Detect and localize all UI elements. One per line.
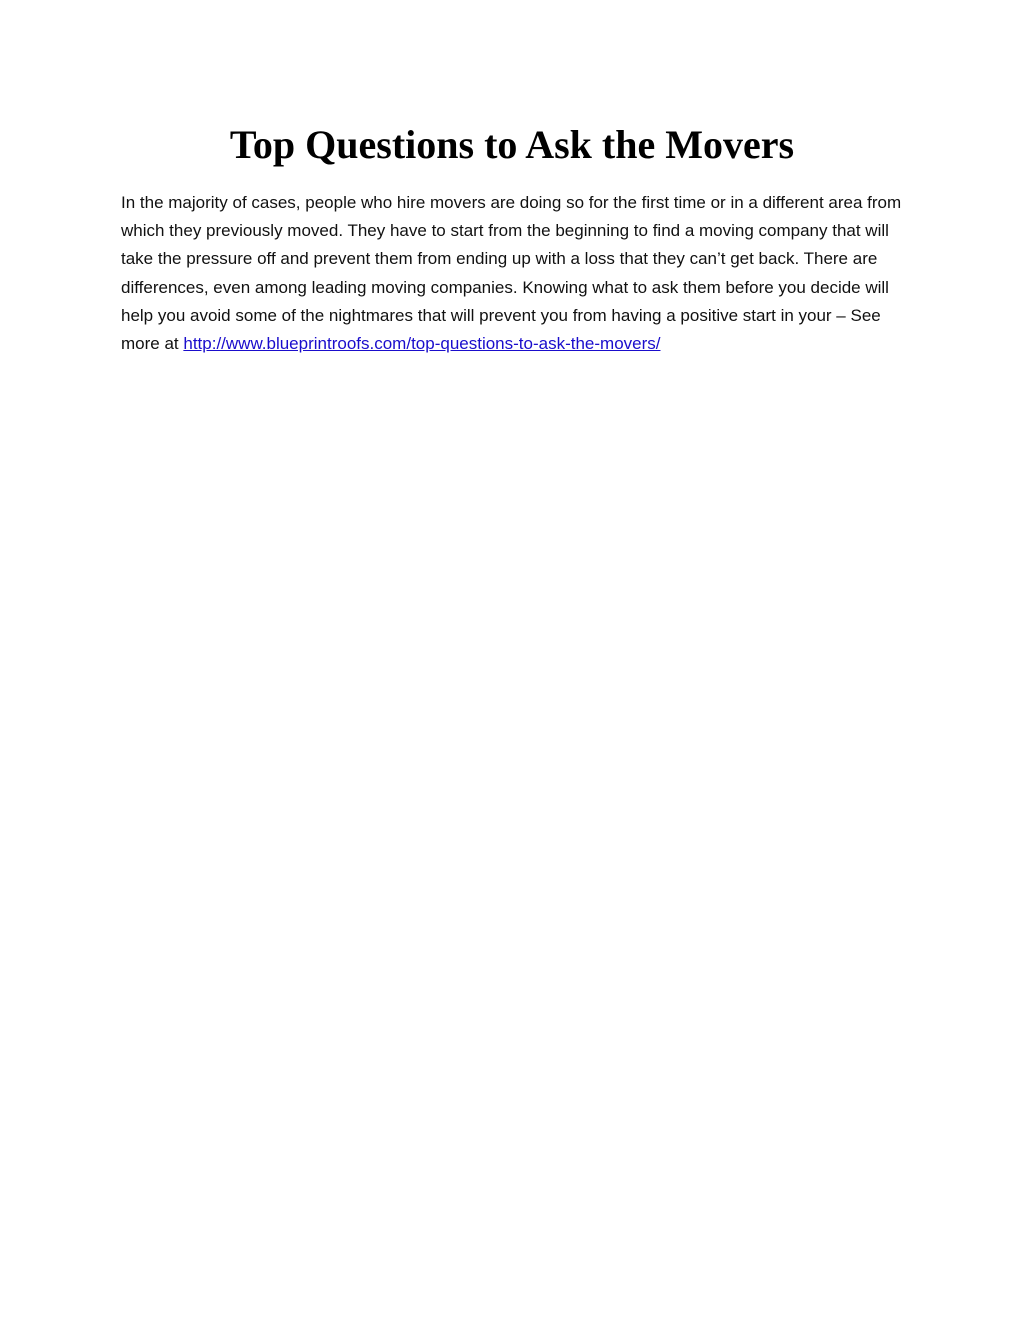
paragraph-text: In the majority of cases, people who hire movers are doing so for the first time or in a different area from which they previously moved. They have to start from the beginning to find a moving company that will take the pressure off and prevent them from ending up with a loss that they can’t get back. There are differences, even among leading moving companies. Knowing what to ask them before you decide will help you avoid some of the nightmares that will prevent you from having a positive start in your – See more at (121, 193, 902, 354)
document-title: Top Questions to Ask the Movers (229, 122, 795, 167)
body-paragraph (121, 189, 911, 358)
see-more-link[interactable]: http://www.blueprintroofs.com/top-questions-to-ask-the-movers/ (183, 334, 661, 354)
